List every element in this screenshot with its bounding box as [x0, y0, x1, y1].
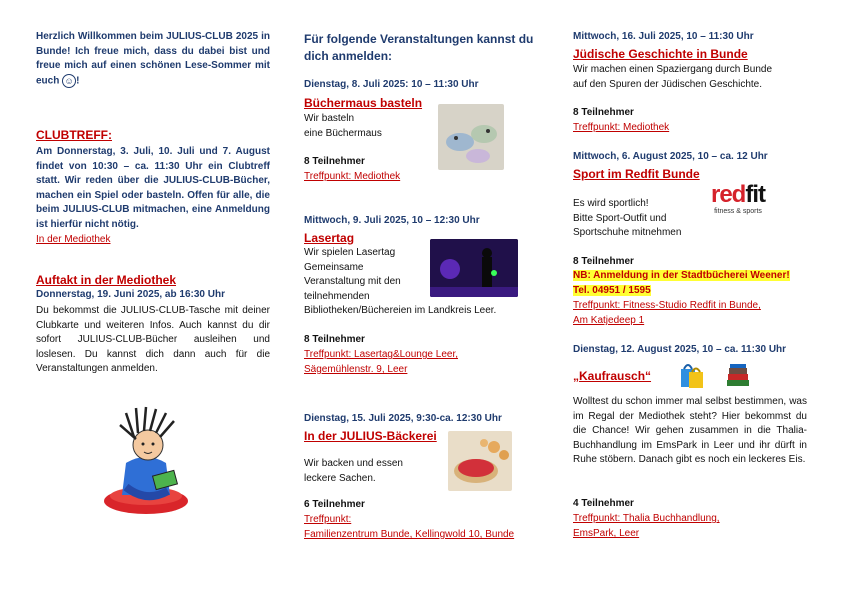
- event-participants: 8 Teilnehmer: [573, 107, 634, 118]
- registration-phone: Tel. 04951 / 1595: [573, 285, 651, 296]
- event-title: Jüdische Geschichte in Bunde: [573, 47, 748, 61]
- event-date: Mittwoch, 6. August 2025, 10 – ca. 12 Uhr: [573, 151, 768, 162]
- event-participants: 6 Teilnehmer: [304, 499, 365, 510]
- event-date: Mittwoch, 9. Juli 2025, 10 – 12:30 Uhr: [304, 215, 480, 226]
- event-date: Dienstag, 12. August 2025, 10 – ca. 11:30 Uhr: [573, 344, 787, 355]
- auftakt-title: Auftakt in der Mediothek: [36, 273, 177, 287]
- smiley-icon: ☺: [62, 74, 76, 88]
- event-participants: 8 Teilnehmer: [304, 334, 365, 345]
- event-title: „Kaufrausch“: [573, 369, 652, 383]
- event-date: Dienstag, 15. Juli 2025, 9:30-ca. 12:30 Uhr: [304, 413, 502, 424]
- reading-child-illustration: [96, 403, 196, 523]
- event-venue-link[interactable]: Treffpunkt:: [304, 514, 352, 525]
- welcome-text: Herzlich Willkommen beim JULIUS-CLUB 2025 in Bunde! Ich freue mich, dass du dabei bist und freue mich auf einen schönen Lese-Sommer mit euch ☺ !: [36, 31, 270, 87]
- event-title: In der JULIUS-Bäckerei: [304, 429, 437, 443]
- event-venue-link[interactable]: Treffpunkt: Mediothek: [304, 171, 401, 182]
- event-venue-link[interactable]: Treffpunkt: Mediothek: [573, 122, 670, 133]
- event-description: Wir backen und essen leckere Sachen.: [304, 458, 403, 484]
- event-venue-link[interactable]: Am Katjedeep 1: [573, 315, 645, 326]
- event-venue-link[interactable]: Treffpunkt: Lasertag&Lounge Leer,: [304, 349, 458, 360]
- auftakt-text: Du bekommst die JULIUS-CLUB-Tasche mit deiner Clubkarte und weiteren Infos. Auch kannst du dir sofort JULIUS-CLUB-Bücher ausleihen und loslesen. Du kannst dich dann auch für die Veranstaltungen anmelden.: [36, 305, 270, 375]
- clubtreff-title: CLUBTREFF:: [36, 128, 112, 142]
- event-venue-link[interactable]: Familienzentrum Bunde, Kellingwold 10, Bunde: [304, 529, 515, 540]
- books-stack-icon: [725, 364, 751, 388]
- event-description: Wir machen einen Spaziergang durch Bunde auf den Spuren der Jüdischen Geschichte.: [573, 64, 773, 90]
- event-description: Wolltest du schon immer mal selbst bestimmen, was im Regal der Mediothek steht? Hier bekommst du die Chance! Wir gehen zusammen in die Thalia-Buchhandlung im EmsPark in Leer und ihr dürft in Ruhe stöbern. Danach gibt es noch ein leckeres Eis.: [573, 396, 807, 466]
- auftakt-date: Donnerstag, 19. Juni 2025, ab 16:30 Uhr: [36, 289, 225, 300]
- event-venue-link[interactable]: Treffpunkt: Thalia Buchhandlung,: [573, 513, 720, 524]
- craft-mouse-photo: [438, 104, 504, 170]
- event-date: Dienstag, 8. Juli 2025: 10 – 11:30 Uhr: [304, 79, 479, 90]
- event-description: Wir basteln eine Büchermaus: [304, 113, 382, 139]
- event-participants: 8 Teilnehmer: [304, 156, 365, 167]
- redfit-logo: redfit fitness & sports: [710, 181, 765, 215]
- event-title: Sport im Redfit Bunde: [573, 167, 700, 181]
- clubtreff-text: Am Donnerstag, 3. Juli, 10. Juli und 7. August findet von 10:30 – ca. 11:30 Uhr ein Clubtreff statt. Wir reden über die JULIUS-CLUB-Bücher, machen ein Spiel oder basteln. Offen für alle, die beim JULIUS-CLUB mitmachen, eine Anmeldung ist hierfür nicht nötig.: [36, 146, 270, 230]
- event-participants: 8 Teilnehmer: [573, 256, 634, 267]
- event-venue-link[interactable]: Sägemühlenstr. 9, Leer: [304, 364, 408, 375]
- baking-photo: [448, 431, 512, 491]
- event-date: Mittwoch, 16. Juli 2025, 10 – 11:30 Uhr: [573, 31, 754, 42]
- clubtreff-link[interactable]: In der Mediothek: [36, 234, 111, 245]
- event-title: Lasertag: [304, 231, 355, 245]
- event-venue-link[interactable]: Treffpunkt: Fitness-Studio Redfit in Bunde,: [573, 300, 761, 311]
- shopping-bag-icon: [677, 359, 707, 389]
- events-heading: Für folgende Veranstaltungen kannst du dich anmelden:: [304, 32, 534, 63]
- event-description: Es wird sportlich! Bitte Sport-Outfit und Sportschuhe mitnehmen: [573, 198, 682, 239]
- event-title: Büchermaus basteln: [304, 96, 423, 110]
- event-description: Wir spielen Lasertag Gemeinsame Veranstaltung mit den teilnehmenden Bibliotheken/Büchereien im Landkreis Leer.: [304, 247, 497, 317]
- event-participants: 4 Teilnehmer: [573, 498, 634, 509]
- lasertag-photo: [430, 239, 518, 297]
- registration-note: NB: Anmeldung in der Stadtbücherei Weener!: [573, 270, 790, 281]
- event-venue-link[interactable]: EmsPark, Leer: [573, 528, 640, 539]
